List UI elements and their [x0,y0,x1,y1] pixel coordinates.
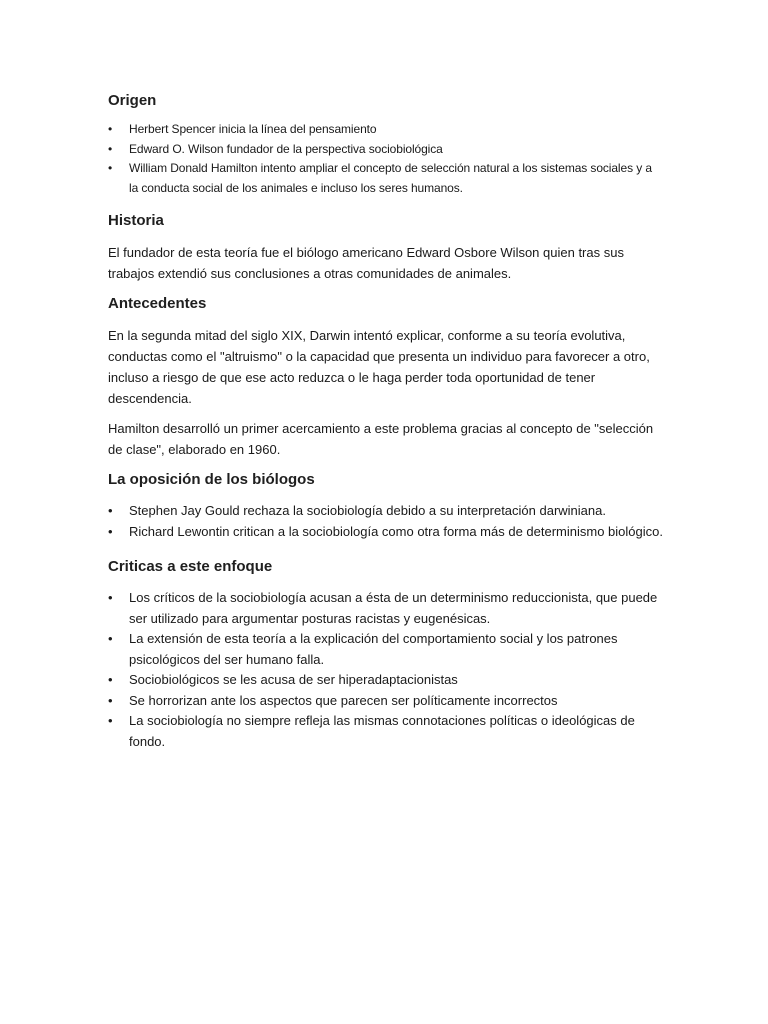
paragraph: En la segunda mitad del siglo XIX, Darwin intentó explicar, conforme a su teoría evolutiva, conductas como el "altruismo" o la capacidad que presenta un individuo para favorecer a otro, incluso a riesgo de que ese acto reduzca o le haga perder toda oportunidad de tener descendencia. [108,328,650,406]
section-oposicion [108,469,664,542]
document-page [108,90,664,762]
list-item: • Sociobiológicos se les acusa de ser hiperadaptacionistas [108,670,664,691]
paragraph: Hamilton desarrolló un primer acercamiento a este problema gracias al concepto de "selección de clase", elaborado en 1960. [108,421,654,457]
list-item: • La extensión de esta teoría a la explicación del comportamiento social y los patrones psicológicos del ser humano falla. [108,629,664,670]
list-item: • La sociobiología no siempre refleja las mismas connotaciones políticas o ideológicas de fondo. [108,711,664,752]
heading-oposicion: La oposición de los biólogos [108,471,315,488]
list-item: • Edward O. Wilson fundador de la perspectiva sociobiológica [108,140,664,160]
section-historia [108,210,664,284]
list-item: • Herbert Spencer inicia la línea del pensamiento [108,120,664,140]
list-item: • Se horrorizan ante los aspectos que parecen ser políticamente incorrectos [108,691,664,712]
heading-antecedentes: Antecedentes [108,295,207,312]
section-criticas [108,556,664,752]
section-origen [108,90,664,198]
list-criticas [108,588,664,752]
paragraph: El fundador de esta teoría fue el biólogo americano Edward Osbore Wilson quien tras sus trabajos extendió sus conclusiones a otras comunidades de animales. [108,245,624,281]
list-item: • Los críticos de la sociobiología acusan a ésta de un determinismo reduccionista, que puede ser utilizado para argumentar posturas racistas y eugenésicas. [108,588,664,629]
section-antecedentes [108,293,664,460]
list-item: • Stephen Jay Gould rechaza la sociobiología debido a su interpretación darwiniana. [108,501,664,522]
heading-origen: Origen [108,92,157,109]
heading-historia: Historia [108,212,164,229]
list-oposicion [108,501,664,542]
heading-criticas: Criticas a este enfoque [108,558,273,575]
list-item: • William Donald Hamilton intento ampliar el concepto de selección natural a los sistemas sociales y a la conducta social de los animales e incluso los seres humanos. [108,159,664,198]
list-origen [108,120,664,198]
list-item: • Richard Lewontin critican a la sociobiología como otra forma más de determinismo biológico. [108,522,664,543]
